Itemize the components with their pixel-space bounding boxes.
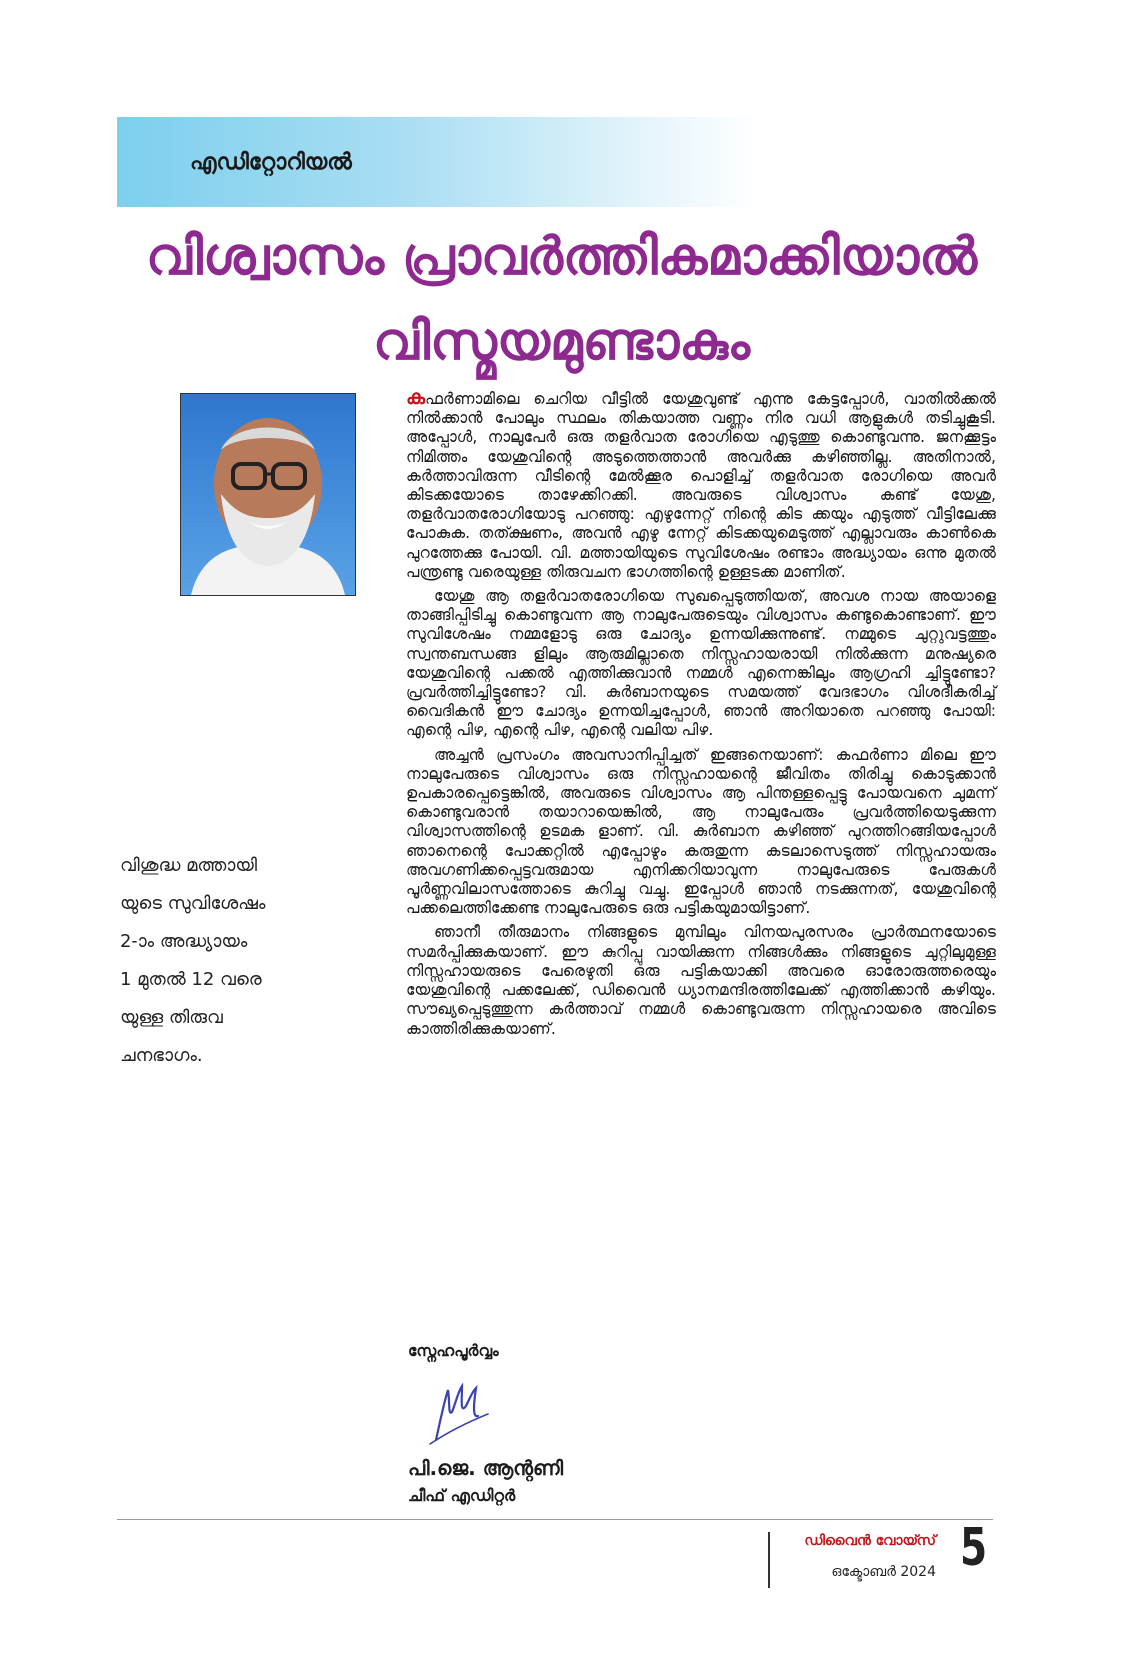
signatory-role: ചീഫ് എഡിറ്റർ [408, 1486, 516, 1505]
editorial-body [406, 385, 996, 1044]
paragraph-3: അച്ചൻ പ്രസംഗം അവസാനിപ്പിച്ചത് ഇങ്ങനെയാണ്: കഫർണാ മിലെ ഈ നാലുപേരുടെ വിശ്വാസം ഒരു നിസ്സഹായന്റെ ജീവിതം തിരിച്ചു കൊടുക്കാൻ ഉപകാരപ്പെട്ടെങ്കിൽ, അവരുടെ വിശ്വാസം ആ പിന്തള്ളപ്പെട്ടു പോയവനെ ചുമന്ന് കൊണ്ടുവരാൻ തയാറായെങ്കിൽ, ആ നാലുപേരും പ്രവർത്തിയെടുക്കുന്ന വിശ്വാസത്തിന്റെ ഉടമക ളാണ്. വി. കുർബാന കഴിഞ്ഞ് പുറത്തിറങ്ങിയപ്പോൾ ഞാനെന്റെ പോക്കറ്റിൽ എപ്പോഴും കരുതുന്ന കടലാസെടുത്ത് നിസ്സഹായരും അവഗണിക്കപ്പെട്ടവരുമായ എനിക്കറിയാവുന്ന നാലുപേരുടെ പേരുകൾ പൂർണ്ണവിലാസത്തോടെ കുറിച്ചു വച്ചു. ഇപ്പോൾ ഞാൻ നടക്കുന്നത്, യേശുവിന്റെ പക്കലെത്തിക്കേണ്ട നാലുപേരുടെ ഒരു പട്ടികയുമായിട്ടാണ്. [406, 745, 996, 918]
paragraph-4: ഞാനീ തീരുമാനം നിങ്ങളുടെ മുമ്പിലും വിനയപുരസരം പ്രാർത്ഥനയോടെ സമർപ്പിക്കുകയാണ്. ഈ കുറിപ്പു വായിക്കുന്ന നിങ്ങൾക്കും നിങ്ങളുടെ ചുറ്റിലുമുള്ള നിസ്സഹായരുടെ പേരെഴുതി ഒരു പട്ടികയാക്കി അവരെ ഓരോരുത്തരെയും യേശുവിന്റെ പക്കലേക്ക്, ഡിവൈൻ ധ്യാനമന്ദിരത്തിലേക്ക് എത്തിക്കാൻ കഴിയും. സൗഖ്യപ്പെടുത്തുന്ന കർത്താവ് നമ്മൾ കൊണ്ടുവരുന്ന നിസ്സഹായരെ അവിടെ കാത്തിരിക്കുകയാണ്. [406, 923, 996, 1038]
side-caption-line: 1 മുതൽ 12 വരെ [120, 969, 262, 990]
signature-icon [418, 1372, 498, 1452]
side-caption-line: ചനഭാഗം. [120, 1045, 203, 1066]
headline-line-1: വിശ്വാസം പ്രാവർത്തികമാക്കിയാൽ [145, 227, 978, 287]
dropcap: ക [406, 385, 426, 409]
footer-vertical-bar [768, 1532, 770, 1588]
side-caption-line: വിശുദ്ധ മത്തായി [120, 855, 257, 876]
headline-line-2: വിസ്മയമുണ്ടാകും [373, 312, 750, 372]
signatory-name: പി.ജെ. ആന്റണി [408, 1456, 564, 1480]
page-number: 5 [960, 1518, 988, 1578]
author-photo [180, 393, 356, 596]
issue-date: ഒക്ടോബർ 2024 [831, 1564, 936, 1580]
closing-greeting: സ്നേഹപൂർവ്വം [408, 1342, 499, 1360]
side-caption-line: 2-ാം അദ്ധ്യായം [120, 931, 248, 952]
side-caption [120, 847, 320, 1075]
paragraph-2: യേശു ആ തളർവാതരോഗിയെ സുഖപ്പെടുത്തിയത്, അവശ നായ അയാളെ താങ്ങിപ്പിടിച്ചു കൊണ്ടുവന്ന ആ നാലുപേരുടെയും വിശ്വാസം കണ്ടുകൊണ്ടാണ്. ഈ സുവിശേഷം നമ്മളോടു ഒരു ചോദ്യം ഉന്നയിക്കുന്നുണ്ട്. നമ്മുടെ ചുറ്റുവട്ടത്തും സ്വന്തബന്ധങ്ങ ളിലും ആരുമില്ലാതെ നിസ്സഹായരായി നിൽക്കുന്ന മനുഷ്യരെ യേശുവിന്റെ പക്കൽ എത്തിക്കുവാൻ നമ്മൾ എന്നെങ്കിലും ആഗ്രഹി ച്ചിട്ടുണ്ടോ? പ്രവർത്തിച്ചിട്ടുണ്ടോ? വി. കുർബാനയുടെ സമയത്ത് വേദഭാഗം വിശദീകരിച്ച് വൈദികൻ ഈ ചോദ്യം ഉന്നയിച്ചപ്പോൾ, ഞാൻ അറിയാതെ പറഞ്ഞു പോയി: എന്റെ പിഴ, എന്റെ പിഴ, എന്റെ വലിയ പിഴ. [406, 587, 996, 740]
side-caption-line: യുള്ള തിരുവ [120, 1007, 223, 1028]
footer-divider [117, 1519, 993, 1520]
side-caption-line: യുടെ സുവിശേഷം [120, 893, 266, 914]
section-label: എഡിറ്റോറിയൽ [190, 150, 352, 175]
magazine-name: ഡിവൈൻ വോയ്സ് [804, 1533, 936, 1549]
paragraph-1 [406, 385, 996, 582]
paragraph-1-text: ഫർണാമിലെ ചെറിയ വീട്ടിൽ യേശുവുണ്ട് എന്നു കേട്ടപ്പോൾ, വാതിൽക്കൽ നിൽക്കാൻ പോലും സ്ഥലം തികയാത്ത വണ്ണം നിര വധി ആളുകൾ തടിച്ചുകൂടി. അപ്പോൾ, നാലുപേർ ഒരു തളർവാത രോഗിയെ എടുത്തു കൊണ്ടുവന്നു. ജനക്കൂട്ടം നിമിത്തം യേശുവിന്റെ അടുത്തെത്താൻ അവർക്കു കഴിഞ്ഞില്ല. അതിനാൽ, കർത്താവിരുന്ന വീടിന്റെ മേൽക്കൂര പൊളിച്ച് തളർവാത രോഗിയെ അവർ കിടക്കയോടെ താഴേക്കിറക്കി. അവരുടെ വിശ്വാസം കണ്ട് യേശു, തളർവാതരോഗിയോടു പറഞ്ഞു: എഴുന്നേറ്റ് നിന്റെ കിട ക്കയും എടുത്ത് വീട്ടിലേക്കു പോകുക. തത്ക്ഷണം, അവൻ എഴു ന്നേറ്റ് കിടക്കയുമെടുത്ത് എല്ലാവരും കാൺകെ പുറത്തേക്കു പോയി. വി. മത്തായിയുടെ സുവിശേഷം രണ്ടാം അദ്ധ്യായം ഒന്നു മുതൽ പന്ത്രണ്ടു വരെയുള്ള തിരുവചന ഭാഗത്തിന്റെ ഉള്ളടക്ക മാണിത്. [406, 390, 996, 581]
